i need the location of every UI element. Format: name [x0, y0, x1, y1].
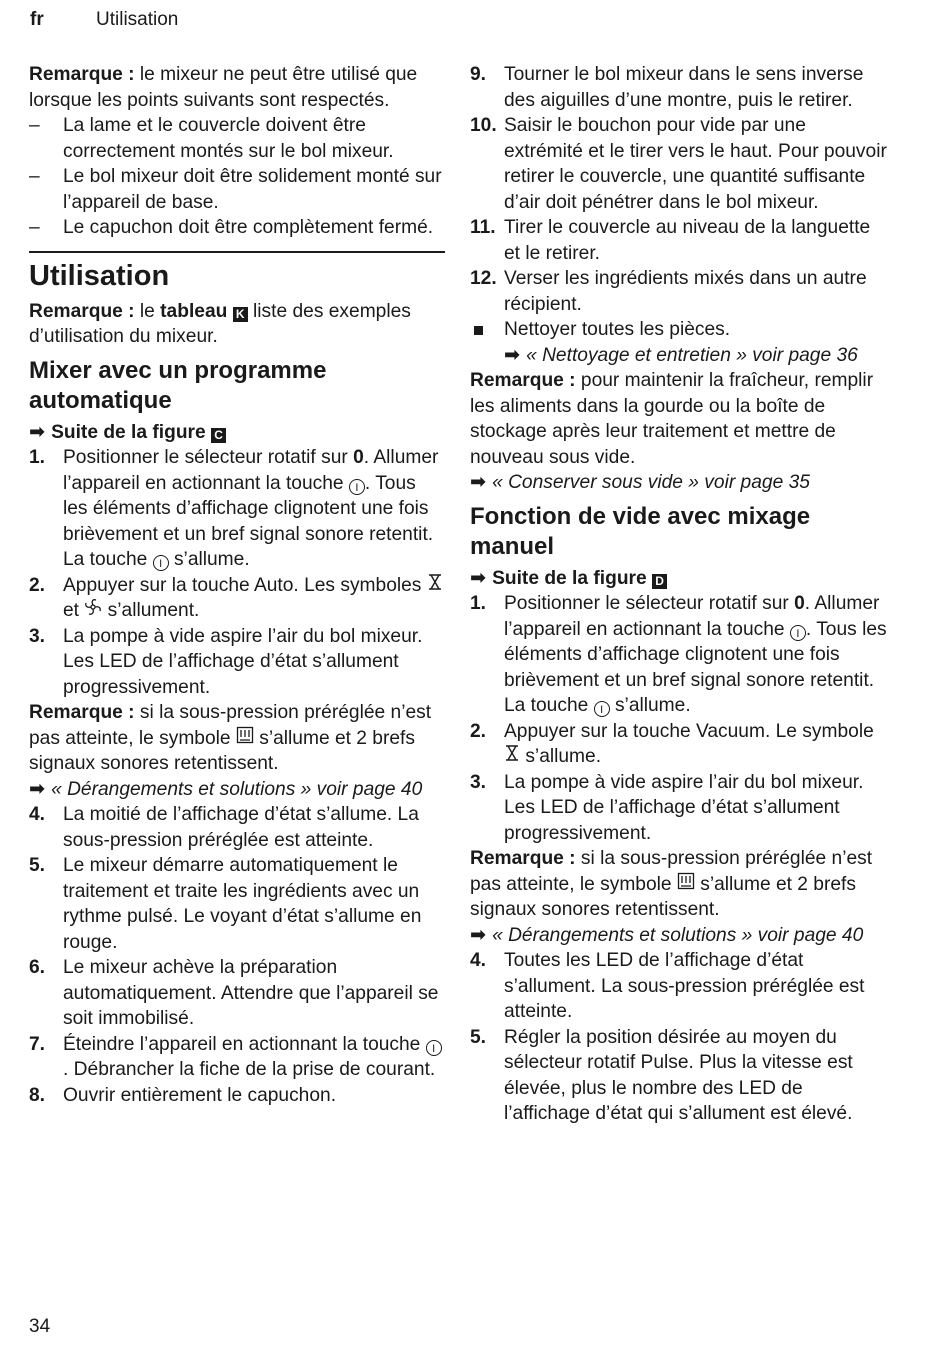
troubleshooting-link[interactable]: ➡ « Dérangements et solutions » voir page 40 — [29, 777, 445, 803]
step-6: 6. Le mixeur achève la préparation automatiquement. Attendre que l’appareil se soit immobilisé. — [29, 957, 439, 1029]
power-button-icon: I — [153, 555, 169, 571]
power-button-icon: I — [790, 625, 806, 641]
pressure-warning-icon — [677, 872, 695, 898]
step-8: 8. Ouvrir entièrement le capuchon. — [29, 1084, 337, 1106]
step-2: 2. Appuyer sur la touche Vacuum. Le symbole s’allume. — [470, 719, 890, 770]
list-item: – La lame et le couvercle doivent être correctement montés sur le bol mixeur. — [29, 115, 394, 162]
pressure-note: Remarque : si la sous-pression préréglée n’est pas atteinte, le symbole s’allume et 2 brefs signaux sonores retentissent. — [470, 848, 873, 920]
section-title: Utilisation — [29, 259, 170, 292]
step-3: 3. La pompe à vide aspire l’air du bol mixeur. Les LED de l’affichage d’état s’allument progressivement. — [29, 625, 423, 698]
vacuum-symbol-icon — [504, 744, 520, 770]
cleaning-link[interactable]: ➡ « Nettoyage et entretien » voir page 36 — [470, 343, 890, 369]
header-section-title: Utilisation — [96, 9, 179, 30]
pressure-warning-icon — [236, 726, 254, 752]
step-11: 11. Tirer le couvercle au niveau de la languette et le retirer. — [470, 217, 871, 264]
subsection-title-manual: Fonction de vide avec mixage manuel — [470, 502, 811, 560]
step-1: 1. Positionner le sélecteur rotatif sur 0. Allumer l’appareil en actionnant la touche I . Tous les éléments d’affichage clignotent une fois brièvement et un bref signal sonore retentit. La touche I s’allume. — [470, 593, 887, 716]
step-4: 4. Toutes les LED de l’affichage d’état s’allument. La sous-pression préréglée est atteinte. — [470, 950, 865, 1022]
language-code: fr — [30, 9, 44, 30]
step-9: 9. Tourner le bol mixeur dans le sens inverse des aiguilles d’une montre, puis le retirer. — [470, 64, 864, 111]
vacuum-symbol-icon — [427, 573, 443, 599]
intro-note: Remarque : le mixeur ne peut être utilisé que lorsque les points suivants sont respectés. — [29, 64, 418, 111]
list-item: – Le bol mixeur doit être solidement monté sur l’appareil de base. — [29, 166, 442, 213]
page-number: 34 — [29, 1316, 51, 1337]
list-item: Nettoyer toutes les pièces. — [470, 317, 890, 343]
usage-note: Remarque : le tableau K liste des exemples d’utilisation du mixeur. — [29, 300, 411, 347]
left-column — [29, 62, 445, 1108]
step-5: 5. Régler la position désirée au moyen du sélecteur rotatif Pulse. Plus la vitesse est élevée, plus le nombre des LED de l’affichage d’état qui s’allument est élevé. — [470, 1026, 853, 1124]
subsection-title-auto: Mixer avec un programme automatique — [29, 356, 327, 414]
step-2: 2. Appuyer sur la touche Auto. Les symboles et s’allument. — [29, 573, 445, 624]
step-1: 1. Positionner le sélecteur rotatif sur 0. Allumer l’appareil en actionnant la touche I . Tous les éléments d’affichage clignotent une fois brièvement et un bref signal sonore retentit. La touche I s’allume. — [29, 447, 439, 570]
storage-link[interactable]: ➡ « Conserver sous vide » voir page 35 — [470, 470, 890, 496]
arrow-icon: ➡ — [29, 778, 46, 800]
arrow-icon: ➡ — [29, 421, 46, 443]
arrow-icon: ➡ — [470, 567, 487, 589]
power-button-icon: I — [349, 479, 365, 495]
step-7: 7. Éteindre l’appareil en actionnant la touche I. Débrancher la fiche de la prise de courant. — [29, 1032, 445, 1083]
page-header — [30, 7, 179, 33]
step-4: 4. La moitié de l’affichage d’état s’allume. La sous-pression préréglée est atteinte. — [29, 804, 419, 851]
step-10: 10. Saisir le bouchon pour vide par une extrémité et le tirer vers le haut. Pour pouvoir retirer le couvercle, une quantité suffisante d’air doit pénétrer dans le bol mixeur. — [470, 115, 887, 213]
fan-symbol-icon — [84, 598, 102, 624]
figure-reference: ➡ Suite de la figure C — [29, 420, 445, 446]
right-column — [470, 62, 890, 1127]
freshness-note: Remarque : pour maintenir la fraîcheur, remplir les aliments dans la gourde ou la boîte de stockage après leur traitement et mettre de nouveau sous vide. — [470, 370, 874, 468]
figure-ref-box: C — [211, 428, 226, 443]
arrow-icon: ➡ — [470, 472, 487, 493]
list-item: – Le capuchon doit être complètement fermé. — [29, 217, 434, 238]
arrow-icon: ➡ — [504, 344, 521, 366]
power-button-icon: I — [426, 1040, 442, 1056]
step-12: 12. Verser les ingrédients mixés dans un autre récipient. — [470, 268, 867, 315]
pressure-note: Remarque : si la sous-pression préréglée n’est pas atteinte, le symbole s’allume et 2 brefs signaux sonores retentissent. — [29, 702, 432, 774]
power-button-icon: I — [594, 701, 610, 717]
section-divider — [29, 251, 445, 253]
figure-reference: ➡ Suite de la figure D — [470, 566, 890, 592]
bullet-square-icon — [474, 326, 483, 335]
step-3: 3. La pompe à vide aspire l’air du bol mixeur. Les LED de l’affichage d’état s’allument progressivement. — [470, 771, 864, 844]
step-5: 5. Le mixeur démarre automatiquement le traitement et traite les ingrédients avec un rythme pulsé. Le voyant d’état s’allume en rouge. — [29, 855, 422, 953]
figure-ref-box: D — [652, 574, 667, 589]
table-ref-box: K — [233, 307, 248, 322]
arrow-icon: ➡ — [470, 924, 487, 946]
troubleshooting-link[interactable]: ➡ « Dérangements et solutions » voir page 40 — [470, 923, 890, 949]
